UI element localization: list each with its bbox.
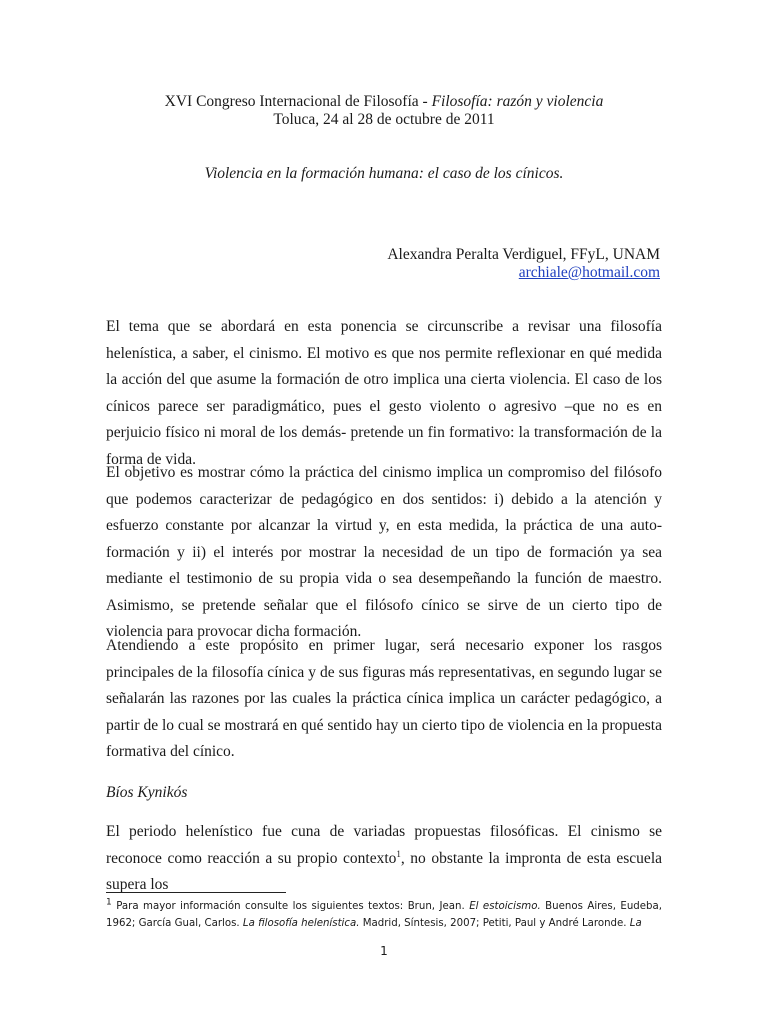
footnote-text-2: Buenos Aires, Eudeba, 1962; García Gual, Carlos.: [106, 901, 662, 929]
paragraph-4-text-a: El periodo helenístico fue cuna de variadas propuestas filosóficas. El cinismo se reconoce como reacción a su propio contexto: [106, 823, 662, 867]
paragraph-3: Atendiendo a este propósito en primer lugar, será necesario exponer los rasgos principales de la filosofía cínica y de sus figuras más representativas, en segundo lugar se señalarán las razones por las cuales la práctica cínica implica un carácter pedagógico, a partir de lo cual se mostrará en qué sentido hay un cierto tipo de violencia en la propuesta formativa del cínico.: [106, 637, 662, 760]
author-block: [387, 246, 660, 282]
footnote-text-3: Madrid, Síntesis, 2007; Petiti, Paul y André Laronde.: [359, 918, 630, 929]
conference-header-line1: [0, 93, 768, 111]
conference-name: XVI Congreso Internacional de Filosofía -: [164, 93, 432, 110]
paper-title: Violencia en la formación humana: el caso de los cínicos.: [204, 165, 564, 182]
paragraph-1: El tema que se abordará en esta ponencia se circunscribe a revisar una filosofía helenística, a saber, el cinismo. El motivo es que nos permite reflexionar en qué medida la acción del que asume la formación de otro implica una cierta violencia. El caso de los cínicos parece ser paradigmático, pues el gesto violento o agresivo –que no es en perjuicio físico ni moral de los demás- pretende un fin formativo: la transformación de la forma de vida.: [106, 318, 662, 468]
footnote: [106, 898, 662, 932]
paragraph-4-text-b: , no obstante la impronta de esta escuela supera los: [106, 849, 662, 893]
section-heading: Bíos Kynikós: [106, 784, 188, 801]
paragraph-2: El objetivo es mostrar cómo la práctica del cinismo implica un compromiso del filósofo que podemos caracterizar de pedagógico en dos sentidos: i) debido a la atención y esfuerzo constante por alcanzar la virtud y, en esta medida, la práctica de una auto-formación y ii) el interés por mostrar la necesidad de un tipo de formación ya sea mediante el testimonio de su propia vida o sea desempeñando la función de maestro. Asimismo, se pretende señalar que el filósofo cínico se sirve de un cierto tipo de violencia para provocar dicha formación.: [106, 464, 662, 640]
footnote-title-3: La: [629, 918, 642, 929]
footnote-number: 1: [106, 897, 112, 908]
footnote-title-1: El estoicismo.: [469, 901, 541, 912]
author-name: Alexandra Peralta Verdiguel, FFyL, UNAM: [387, 246, 660, 263]
conference-date-location: Toluca, 24 al 28 de octubre de 2011: [273, 111, 495, 128]
page-number: 1: [380, 944, 388, 958]
footnote-text-1: Para mayor información consulte los siguientes textos: Brun, Jean.: [111, 901, 470, 912]
paragraph-4: [106, 819, 662, 899]
footnote-reference[interactable]: 1: [396, 848, 401, 859]
author-email-link[interactable]: archiale@hotmail.com: [518, 264, 660, 281]
footnote-divider: [106, 892, 286, 893]
footnote-title-2: La filosofía helenística.: [242, 918, 360, 929]
conference-theme: Filosofía: razón y violencia: [431, 93, 604, 110]
